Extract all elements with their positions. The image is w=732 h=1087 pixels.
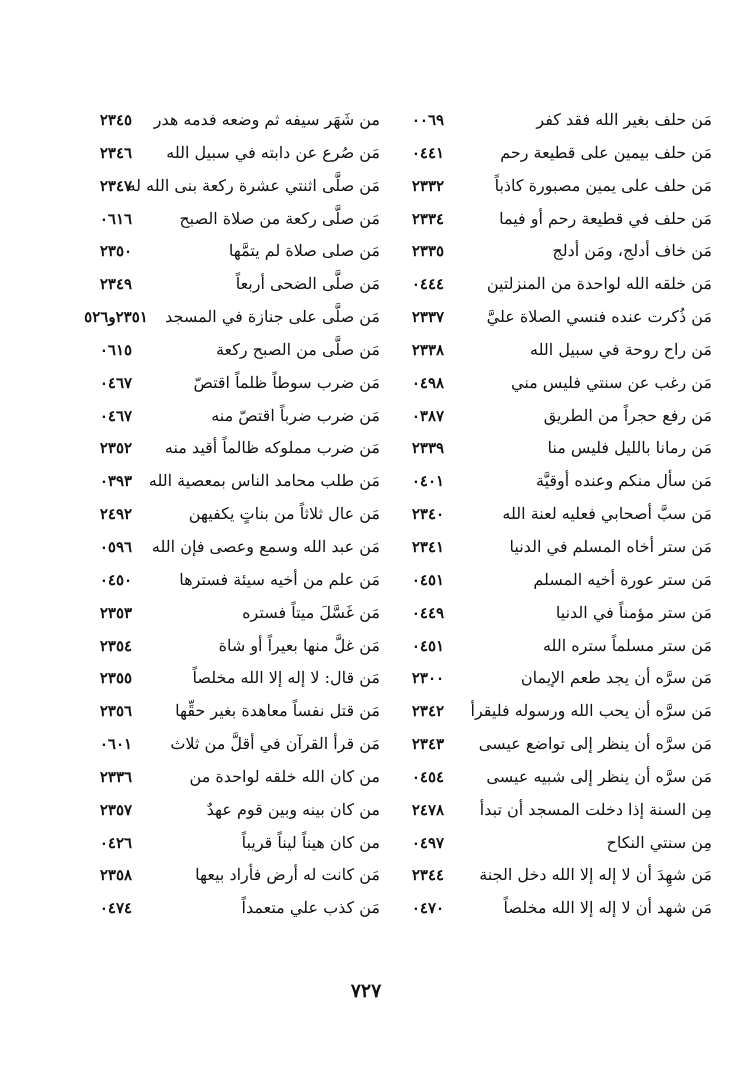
hadith-number: ٢٣٣٤ xyxy=(411,209,445,228)
index-entry xyxy=(80,367,380,400)
hadith-number: ٢٣٥٦ xyxy=(99,702,133,721)
hadith-number: ٠٦١٦ xyxy=(99,209,133,228)
hadith-number: ٠٤٤٩ xyxy=(411,603,445,622)
hadith-phrase: مَن عبد الله وسمع وعصى فإن الله xyxy=(151,536,380,556)
index-entry xyxy=(80,794,380,827)
index-entry xyxy=(80,301,380,334)
index-entry xyxy=(392,597,712,630)
hadith-phrase: مَن كانت له أرض فأراد بيعها xyxy=(195,865,380,885)
hadith-number: ٢٣٤٦ xyxy=(99,143,133,162)
index-entry xyxy=(392,137,712,170)
hadith-number: ٢٤٩٢ xyxy=(99,505,133,524)
hadith-phrase: مَن شهد أن لا إله إلا الله مخلصاً xyxy=(503,898,712,918)
hadith-number: ٢٣٣٨ xyxy=(411,340,445,359)
hadith-number: ٢٣٤٠ xyxy=(411,505,445,524)
hadith-phrase: مَن قتل نفساً معاهدة بغير حقِّها xyxy=(175,701,380,721)
index-entry xyxy=(80,564,380,597)
hadith-phrase: مَن سرَّه أن ينظر إلى شبيه عيسى xyxy=(486,766,712,786)
hadith-number: ٠٦١٥ xyxy=(99,340,133,359)
hadith-phrase: مَن علم من أخيه سيئة فسترها xyxy=(179,569,380,589)
hadith-phrase: مَن صلَّى الضحى أربعاً xyxy=(235,274,380,294)
index-entry xyxy=(392,203,712,236)
hadith-number: ٢٣٣٩ xyxy=(411,439,445,458)
hadith-number: ٠٤٩٨ xyxy=(411,373,445,392)
hadith-number: ٠٣٩٣ xyxy=(99,472,133,491)
hadith-phrase: مَن ستر أخاه المسلم في الدنيا xyxy=(509,536,712,556)
hadith-number: ٠٤٥١ xyxy=(411,570,445,589)
index-entry xyxy=(392,367,712,400)
hadith-phrase: مَن عال ثلاثاً من بناتٍ يكفيهن xyxy=(188,504,380,524)
hadith-number: ٢٣٣٥ xyxy=(411,242,445,261)
hadith-phrase: مَن ستر مؤمناً في الدنيا xyxy=(555,602,712,622)
hadith-number: ٢٣٤٤ xyxy=(411,866,445,885)
index-column-right xyxy=(392,104,712,925)
index-entry xyxy=(392,531,712,564)
hadith-number: ٠٤٧٠ xyxy=(411,899,445,918)
index-entry xyxy=(80,334,380,367)
hadith-number: ٠٤٦٧ xyxy=(99,406,133,425)
hadith-phrase: مَن ذُكرت عنده فنسي الصلاة عليَّ xyxy=(486,307,712,327)
hadith-number: ٢٣٥٥ xyxy=(99,669,133,688)
hadith-phrase: مَن خاف أدلج، ومَن أدلج xyxy=(552,241,712,261)
index-entry xyxy=(392,334,712,367)
index-entry xyxy=(80,432,380,465)
hadith-number: ٢٤٧٨ xyxy=(411,800,445,819)
hadith-number: ٠٤٥٤ xyxy=(411,767,445,786)
hadith-phrase: مَن ضرب ضرباً اقتصّ منه xyxy=(211,405,380,425)
hadith-number: ٢٣٣٢ xyxy=(411,176,445,195)
hadith-number: ٠٤٧٤ xyxy=(99,899,133,918)
page-number: ٧٢٧ xyxy=(350,980,382,1002)
hadith-number: ٢٣٥٠ xyxy=(99,242,133,261)
hadith-phrase: مَن رغب عن سنتي فليس مني xyxy=(510,372,712,392)
index-entry xyxy=(392,794,712,827)
hadith-number: ٠٤٢٦ xyxy=(99,833,133,852)
index-entry xyxy=(80,630,380,663)
hadith-number: ٢٣٥٤ xyxy=(99,636,133,655)
hadith-number: ٢٣٥٣ xyxy=(99,603,133,622)
index-entry xyxy=(80,170,380,203)
index-entry xyxy=(80,597,380,630)
hadith-phrase: مَن ضرب سوطاً ظلماً اقتصّ xyxy=(193,372,380,392)
hadith-number: ٢٣٥٧ xyxy=(99,800,133,819)
hadith-number: ٠٤٤٤ xyxy=(411,275,445,294)
hadith-number: ٢٣٣٦ xyxy=(99,767,133,786)
index-entry xyxy=(392,695,712,728)
hadith-number: ٠٤٥١ xyxy=(411,636,445,655)
hadith-phrase: مَن شهِدَ أن لا إله إلا الله دخل الجنة xyxy=(479,865,712,885)
hadith-phrase: مَن صُرع عن دابته في سبيل الله xyxy=(166,142,380,162)
hadith-number: ٠٣٨٧ xyxy=(411,406,445,425)
index-entry xyxy=(392,630,712,663)
hadith-number: ٢٣٤١ xyxy=(411,537,445,556)
index-entry xyxy=(392,662,712,695)
hadith-number: ٢٣٤٥ xyxy=(99,111,133,129)
hadith-number: ٠٥٩٦ xyxy=(99,537,133,556)
hadith-phrase: مَن حلف بيمين على قطيعة رحم xyxy=(500,142,712,162)
index-entry xyxy=(80,859,380,892)
hadith-phrase: مَن سرَّه أن ينظر إلى تواضع عيسى xyxy=(478,734,712,754)
hadith-number: ٢٣٥١و٥٢٦ xyxy=(84,308,148,327)
hadith-phrase: مَن سرَّه أن يجد طعم الإيمان xyxy=(520,668,712,688)
index-entry xyxy=(80,104,380,137)
hadith-phrase: من كان الله خلقه لواحدة من xyxy=(189,766,380,786)
index-entry xyxy=(392,761,712,794)
hadith-phrase: مَن صلى صلاة لم يتمَّها xyxy=(228,241,380,261)
index-entry xyxy=(392,432,712,465)
hadith-phrase: مَن راح روحة في سبيل الله xyxy=(530,339,712,359)
hadith-phrase: مَن غَسَّلَ ميتاً فستره xyxy=(242,602,380,622)
index-entry xyxy=(80,892,380,925)
hadith-phrase: مَن صلَّى ركعة من صلاة الصبح xyxy=(179,208,380,228)
hadith-number: ٠٤٩٧ xyxy=(411,833,445,852)
index-entry xyxy=(392,301,712,334)
hadith-number: ٠٤٤١ xyxy=(411,143,445,162)
hadith-phrase: مَن صلَّى اثنتي عشرة ركعة بنى الله له xyxy=(127,175,380,195)
hadith-phrase: مَن طلب محامد الناس بمعصية الله xyxy=(148,471,380,491)
index-entry xyxy=(392,268,712,301)
index-entry xyxy=(80,728,380,761)
hadith-number: ٢٣٤٧ xyxy=(99,176,133,195)
index-entry xyxy=(392,728,712,761)
hadith-number: ٢٣٠٠ xyxy=(411,669,445,688)
hadith-phrase: مَن حلف على يمين مصبورة كاذباً xyxy=(494,175,712,195)
index-entry xyxy=(392,859,712,892)
hadith-number: ٠٤٠١ xyxy=(411,472,445,491)
index-entry xyxy=(80,400,380,433)
hadith-phrase: مَن سرَّه أن يحب الله ورسوله فليقرأ xyxy=(470,701,712,721)
hadith-number: ٠٠٦٩ xyxy=(411,111,445,129)
hadith-phrase: مَن قال: لا إله إلا الله مخلصاً xyxy=(192,668,380,688)
hadith-phrase: مَن غلَّ منها بعيراً أو شاة xyxy=(218,635,380,655)
hadith-number: ٢٣٣٧ xyxy=(411,308,445,327)
index-entry xyxy=(80,531,380,564)
hadith-phrase: مَن سبَّ أصحابي فعليه لعنة الله xyxy=(502,504,712,524)
hadith-number: ٠٦٠١ xyxy=(99,735,133,754)
index-entry xyxy=(80,827,380,860)
hadith-number: ٢٣٤٢ xyxy=(411,702,445,721)
index-entry xyxy=(392,564,712,597)
hadith-number: ٠٤٦٧ xyxy=(99,373,133,392)
hadith-phrase: مَن كذب علي متعمداً xyxy=(241,898,380,918)
hadith-phrase: مَن ستر عورة أخيه المسلم xyxy=(533,569,712,589)
index-entry xyxy=(392,498,712,531)
hadith-phrase: مِن سنتي النكاح xyxy=(606,832,712,852)
hadith-phrase: مَن حلف في قطيعة رحم أو فيما xyxy=(499,208,712,228)
index-entry xyxy=(80,695,380,728)
hadith-phrase: مَن رمانا بالليل فليس منا xyxy=(547,438,712,458)
index-entry xyxy=(392,235,712,268)
hadith-phrase: مَن رفع حجراً من الطريق xyxy=(543,405,712,425)
hadith-phrase: مَن حلف بغير الله فقد كفر xyxy=(536,110,712,129)
index-entry xyxy=(80,662,380,695)
hadith-number: ٢٣٥٢ xyxy=(99,439,133,458)
hadith-phrase: مَن ضرب مملوكه ظالماً أقيد منه xyxy=(164,438,380,458)
index-entry xyxy=(392,104,712,137)
hadith-number: ٢٣٤٩ xyxy=(99,275,133,294)
index-column-left xyxy=(80,104,380,925)
index-entry xyxy=(392,400,712,433)
index-entry xyxy=(392,892,712,925)
index-entry xyxy=(80,203,380,236)
hadith-phrase: من كان هيناً ليناً قريباً xyxy=(241,832,380,852)
hadith-phrase: مِن السنة إذا دخلت المسجد أن تبدأ xyxy=(479,799,712,819)
hadith-number: ٢٣٥٨ xyxy=(99,866,133,885)
index-entry xyxy=(392,827,712,860)
index-entry xyxy=(80,761,380,794)
hadith-phrase: مَن ستر مسلماً ستره الله xyxy=(542,635,712,655)
hadith-phrase: مَن سأل منكم وعنده أوقيَّة xyxy=(536,471,712,491)
index-entry xyxy=(80,235,380,268)
hadith-number: ٠٤٥٠ xyxy=(99,570,133,589)
hadith-phrase: مَن قرأ القرآن في أقلَّ من ثلاث xyxy=(170,734,380,754)
index-entry xyxy=(80,465,380,498)
index-entry xyxy=(80,137,380,170)
hadith-phrase: مَن صلَّى على جنازة في المسجد xyxy=(165,307,380,327)
hadith-phrase: مَن خلقه الله لواحدة من المنزلتين xyxy=(486,274,712,294)
index-entry xyxy=(392,170,712,203)
hadith-phrase: من شَهَر سيفه ثم وضعه فدمه هدر xyxy=(153,110,380,129)
index-entry xyxy=(80,268,380,301)
hadith-phrase: مَن صلَّى من الصبح ركعة xyxy=(215,339,380,359)
index-entry xyxy=(80,498,380,531)
hadith-number: ٢٣٤٣ xyxy=(411,735,445,754)
index-entry xyxy=(392,465,712,498)
hadith-phrase: من كان بينه وبين قوم عهدٌ xyxy=(206,799,380,819)
